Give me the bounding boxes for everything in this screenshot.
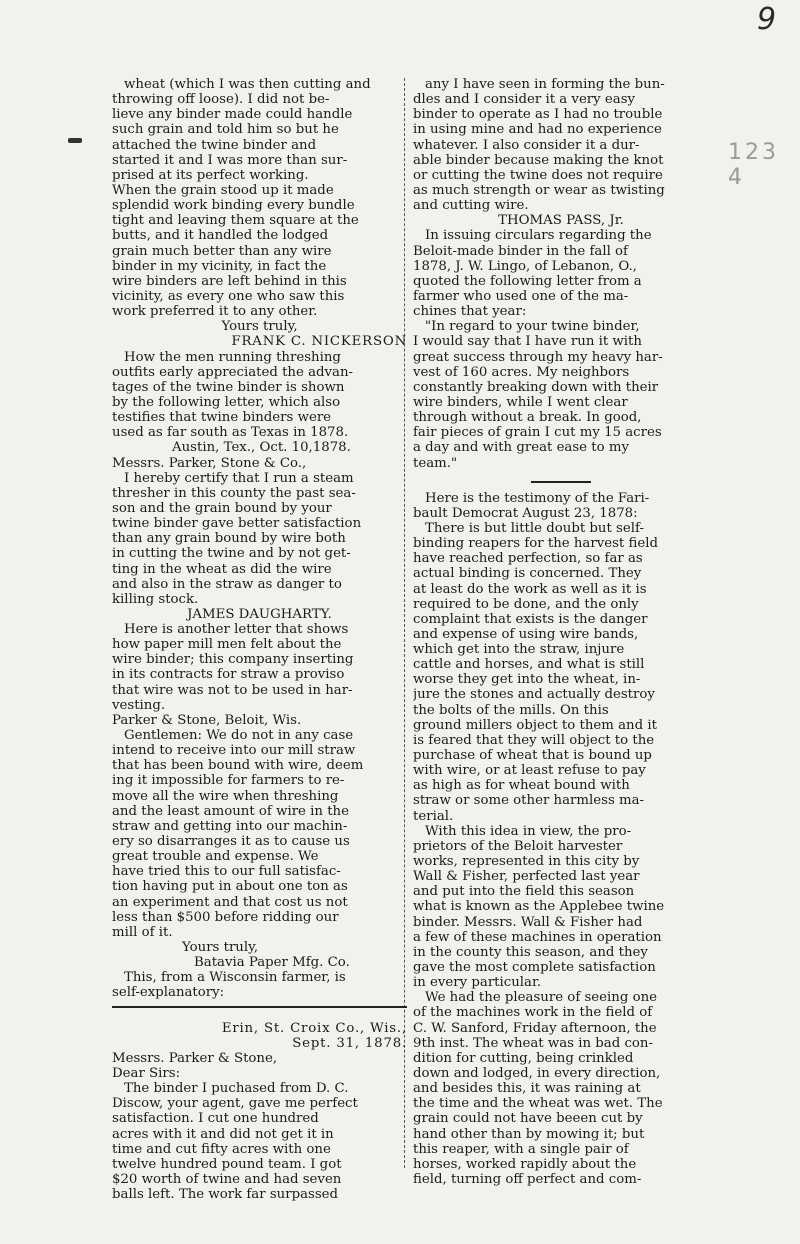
text-line: Here is the testimony of the Fari- (425, 490, 650, 506)
text-line: farmer who used one of the ma- (413, 288, 629, 304)
text-line: butts, and it handled the lodged (112, 228, 329, 244)
text-line: vesting. (112, 697, 166, 713)
text-line: purchase of wheat that is bound up (413, 748, 652, 764)
text-line: wire binder; this company inserting (112, 652, 354, 668)
text-line: Gentlemen: We do not in any case (124, 728, 354, 744)
text-line: ing it impossible for farmers to re- (112, 773, 345, 789)
text-line: dles and I consider it a very easy (413, 92, 636, 108)
text-line: Wall & Fisher, perfected last year (413, 869, 640, 885)
dateline: Sept. 31, 1878. (292, 1035, 407, 1051)
text-line: actual binding is concerned. They (413, 566, 642, 582)
text-line: self-explanatory: (112, 985, 225, 1001)
text-line: How the men running threshing (124, 349, 341, 365)
text-line: prised at its perfect working. (112, 167, 309, 183)
text-line: With this idea in view, the pro- (425, 823, 632, 839)
text-line: lieve any binder made could handle (112, 107, 353, 123)
text-line: quoted the following letter from a (413, 273, 642, 289)
text-line: This, from a Wisconsin farmer, is (124, 970, 346, 986)
text-line: the bolts of the mills. On this (413, 702, 609, 718)
text-line: binder in my vicinity, in fact the (112, 258, 327, 274)
text-line: by the following letter, which also (112, 394, 341, 410)
text-line: grain could not have beeen cut by (413, 1111, 643, 1127)
text-line: field, turning off perfect and com- (413, 1171, 642, 1187)
text-line: intend to receive into our mill straw (112, 743, 356, 759)
text-line: have tried this to our full satisfac- (112, 864, 341, 880)
text-line: chines that year: (413, 304, 527, 320)
text-line: great success through my heavy har- (413, 349, 663, 365)
signature: JAMES DAUGHARTY. (187, 606, 332, 622)
paragraph (112, 622, 407, 713)
closing: Yours truly, (221, 319, 298, 335)
text-line: whatever. I also consider it a dur- (413, 137, 640, 153)
text-line: killing stock. (112, 591, 199, 607)
text-line: that has been bound with wire, deem (112, 758, 364, 774)
text-line: team." (413, 455, 458, 471)
text-line: through without a break. In good, (413, 410, 642, 426)
text-line: outfits early appreciated the advan- (112, 364, 354, 380)
addressee: Parker & Stone, Beloit, Wis. (112, 712, 302, 728)
text-line: 9th inst. The wheat was in bad con- (413, 1035, 653, 1051)
text-line: in every particular. (413, 975, 542, 991)
text-line: testifies that twine binders were (112, 410, 332, 426)
text-line: able binder because making the knot (413, 152, 664, 168)
text-line: wire binders, while I went clear (413, 394, 628, 410)
text-line: cattle and horses, and what is still (413, 657, 645, 673)
text-line: of the machines work in the field of (413, 1005, 653, 1021)
paragraph (112, 970, 407, 1000)
text-line: son and the grain bound by your (112, 500, 332, 516)
text-line: $20 worth of twine and had seven (112, 1171, 342, 1187)
text-line: binder. Messrs. Wall & Fisher had (413, 914, 643, 930)
text-line: this reaper, with a single pair of (413, 1141, 629, 1157)
gutter-mark (68, 138, 82, 143)
paragraph (413, 521, 709, 824)
salutation: Messrs. Parker, Stone & Co., (112, 455, 307, 471)
text-line: the time and the wheat was wet. The (413, 1096, 663, 1112)
paragraph (112, 728, 407, 940)
text-line: complaint that exists is the danger (413, 611, 648, 627)
signature: FRANK C. NICKERSON (231, 334, 407, 350)
text-line: tight and leaving them square at the (112, 213, 359, 229)
text-line: straw and getting into our machin- (112, 818, 348, 834)
text-line: and besides this, it was raining at (413, 1081, 641, 1097)
text-line: is feared that they will object to the (413, 732, 655, 748)
text-line: time and cut fifty acres with one (112, 1141, 331, 1157)
text-line: We had the pleasure of seeing one (425, 990, 658, 1006)
paragraph (112, 77, 407, 319)
text-line: Here is another letter that shows (124, 622, 349, 638)
paragraph (112, 350, 407, 441)
text-line: worse they get into the wheat, in- (413, 672, 641, 688)
text-line: in using mine and had no experience (413, 122, 662, 138)
text-line: I would say that I have run it with (413, 334, 642, 350)
text-line: and expense of using wire bands, (413, 626, 639, 642)
text-line: what is known as the Applebee twine (413, 899, 665, 915)
salutation: Messrs. Parker & Stone, (112, 1050, 278, 1066)
salutation: Dear Sirs: (112, 1066, 181, 1081)
signature: Batavia Paper Mfg. Co. (194, 955, 350, 971)
text-line: tages of the twine binder is shown (112, 379, 345, 395)
text-line: a few of these machines in operation (413, 929, 662, 945)
dateline: Erin, St. Croix Co., Wis., (221, 1020, 407, 1036)
text-line: at least do the work as well as it is (413, 581, 647, 597)
margin-annotation: 1 2 3 4 (728, 140, 774, 190)
text-line: attached the twine binder and (112, 137, 317, 153)
text-line: which get into the straw, injure (413, 642, 625, 658)
text-line: a day and with great ease to my (413, 440, 629, 456)
text-line: In issuing circulars regarding the (425, 228, 652, 244)
text-line: prietors of the Beloit harvester (413, 838, 623, 854)
text-line: Discow, your agent, gave me perfect (112, 1096, 358, 1112)
section-separator (413, 471, 709, 491)
page-number: 9 (757, 2, 777, 37)
text-line: great trouble and expense. We (112, 849, 319, 865)
text-line: splendid work binding every bundle (112, 198, 355, 214)
text-line: and also in the straw as danger to (112, 576, 342, 592)
text-line: hand other than by mowing it; but (413, 1126, 645, 1142)
text-line: used as far south as Texas in 1878. (112, 425, 349, 441)
text-line: an experiment and that cost us not (112, 894, 348, 910)
text-line: wheat (which I was then cutting and (124, 77, 371, 92)
text-line: C. W. Sanford, Friday afternoon, the (413, 1020, 657, 1036)
text-line: balls left. The work far surpassed (112, 1187, 339, 1203)
text-line: how paper mill men felt about the (112, 637, 342, 653)
paragraph (112, 471, 407, 607)
closing: Yours truly, (182, 940, 259, 956)
text-line: in its contracts for straw a proviso (112, 667, 345, 683)
text-line: wire binders are left behind in this (112, 273, 347, 289)
text-line: less than $500 before ridding our (112, 909, 339, 925)
text-line: started it and I was more than sur- (112, 152, 348, 168)
paragraph (413, 228, 709, 319)
text-line: twelve hundred pound team. I got (112, 1156, 342, 1172)
paragraph (112, 1081, 407, 1202)
left-column (112, 77, 407, 1202)
paragraph (413, 319, 709, 470)
text-line: dition for cutting, being crinkled (413, 1050, 634, 1066)
text-line: mill of it. (112, 924, 173, 940)
text-line: acres with it and did not get it in (112, 1126, 334, 1142)
text-line: thresher in this county the past sea- (112, 485, 356, 501)
text-line: that wire was not to be used in har- (112, 682, 353, 698)
text-line: jure the stones and actually destroy (413, 687, 655, 703)
text-line: as high as for wheat bound with (413, 778, 630, 794)
text-line: ery so disarranges it as to cause us (112, 834, 350, 850)
paragraph (413, 77, 709, 213)
text-line: satisfaction. I cut one hundred (112, 1111, 319, 1127)
text-line: vest of 160 acres. My neighbors (413, 364, 630, 380)
text-line: bault Democrat August 23, 1878: (413, 505, 638, 521)
right-column (413, 77, 709, 1187)
text-line: 1878, J. W. Lingo, of Lebanon, O., (413, 258, 637, 274)
text-line: twine binder gave better satisfaction (112, 516, 362, 532)
text-line: binding reapers for the harvest field (413, 536, 658, 552)
text-line: in the county this season, and they (413, 944, 648, 960)
text-line: move all the wire when threshing (112, 788, 339, 804)
text-line: down and lodged, in every direction, (413, 1066, 661, 1081)
text-line: works, represented in this city by (413, 854, 640, 870)
letter-separator (112, 1001, 407, 1013)
text-line: and the least amount of wire in the (112, 803, 349, 819)
paragraph (413, 824, 709, 991)
text-line: any I have seen in forming the bun- (425, 77, 665, 92)
text-line: There is but little doubt but self- (425, 520, 644, 536)
text-line: Beloit-made binder in the fall of (413, 243, 628, 259)
text-line: ground millers object to them and it (413, 717, 657, 733)
text-line: gave the most complete satisfaction (413, 960, 656, 976)
text-line: throwing off loose). I did not be- (112, 92, 330, 108)
signature: THOMAS PASS, Jr. (498, 213, 624, 229)
text-line: than any grain bound by wire both (112, 531, 346, 547)
text-line: horses, worked rapidly about the (413, 1156, 637, 1172)
text-line: as much strength or wear as twisting (413, 182, 665, 198)
text-line: such grain and told him so but he (112, 122, 339, 138)
text-line: and put into the field this season (413, 884, 635, 900)
text-line: grain much better than any wire (112, 243, 332, 259)
text-line: tion having put in about one ton as (112, 879, 348, 895)
text-line: ting in the wheat as did the wire (112, 561, 332, 577)
text-line: have reached perfection, so far as (413, 551, 643, 567)
dateline: Austin, Tex., Oct. 10,1878. (172, 440, 351, 456)
text-line: terial. (413, 808, 454, 824)
text-line: constantly breaking down with their (413, 379, 659, 395)
text-line: required to be done, and the only (413, 596, 639, 612)
text-line: with wire, or at least refuse to pay (413, 763, 646, 779)
text-line: binder to operate as I had no trouble (413, 107, 663, 123)
text-line: When the grain stood up it made (112, 182, 334, 198)
text-line: I hereby certify that I run a steam (124, 470, 354, 486)
text-line: and cutting wire. (413, 198, 529, 214)
text-line: fair pieces of grain I cut my 15 acres (413, 425, 662, 441)
text-line: work preferred it to any other. (112, 304, 318, 320)
text-line: or cutting the twine does not require (413, 167, 663, 183)
text-line: straw or some other harmless ma- (413, 793, 645, 809)
paragraph (413, 990, 709, 1187)
text-line: "In regard to your twine binder, (425, 319, 640, 335)
paragraph (413, 491, 709, 521)
text-line: The binder I puchased from D. C. (124, 1081, 349, 1097)
text-line: in cutting the twine and by not get- (112, 546, 351, 562)
text-line: vicinity, as every one who saw this (112, 288, 345, 304)
